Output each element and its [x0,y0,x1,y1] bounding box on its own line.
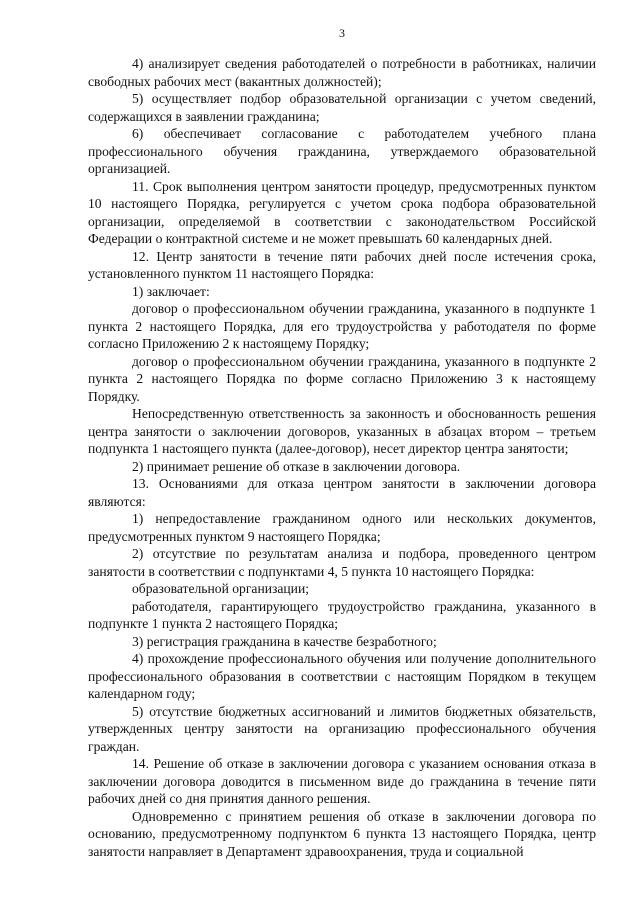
document-body [88,55,596,860]
paragraph: 14. Решение об отказе в заключении договора с указанием основания отказа в заключении договора доводится в письменном виде до гражданина в течение пяти рабочих дней со дня принятия данного решения. [88,756,596,806]
paragraph: 5) отсутствие бюджетных ассигнований и лимитов бюджетных обязательств, утвержденных центру занятости на организацию профессионального обучения граждан. [88,703,596,754]
paragraph: договор о профессиональном обучении гражданина, указанного в подпункте 1 пункта 2 настоящего Порядка, для его трудоустройства у работодателя по форме согласно Приложению 2 к настоящему Порядку; [88,301,596,351]
paragraph: 2) отсутствие по результатам анализа и подбора, проведенного центром занятости в соответствии с подпунктами 4, 5 пункта 10 настоящего Порядка: [88,546,596,579]
paragraph: 2) принимает решение об отказе в заключении договора. [132,458,461,474]
paragraph: 6) обеспечивает согласование с работодателем учебного плана профессионального обучения гражданина, утверждаемого образовательной организацией. [88,126,596,176]
paragraph: 13. Основаниями для отказа центром занятости в заключении договора являются: [88,476,596,509]
paragraph: 11. Срок выполнения центром занятости процедур, предусмотренных пунктом 10 настоящего Порядка, регулируется с учетом срока подбора образовательной организации, определяемой в соответствии с законодательством Российской Федерации о контрактной системе и не может превышать 60 календарных дней. [88,178,596,246]
paragraph: договор о профессиональном обучении гражданина, указанного в подпункте 2 пункта 2 настоящего Порядка по форме согласно Приложению 3 к настоящему Порядку. [88,353,596,404]
paragraph: образовательной организации; [132,581,310,596]
paragraph: 3) регистрация гражданина в качестве безработного; [132,633,437,649]
paragraph: 4) прохождение профессионального обучения или получение дополнительного профессионального образования в соответствии с настоящим Порядком в текущем календарном году; [88,651,596,701]
paragraph: 5) осуществляет подбор образовательной организации с учетом сведений, содержащихся в заявлении гражданина; [88,91,596,124]
paragraph: 1) заключает: [132,283,210,299]
paragraph: работодателя, гарантирующего трудоустройство гражданина, указанного в подпункте 1 пункта 2 настоящего Порядка; [88,598,596,631]
paragraph: Одновременно с принятием решения об отказе в заключении договора по основанию, предусмотренному подпунктом 6 пункта 13 настоящего Порядка, центр занятости направляет в Департамент здравоохранения, труда и социальной [88,808,596,859]
paragraph: 4) анализирует сведения работодателей о потребности в работниках, наличии свободных рабочих мест (вакантных должностей); [88,56,596,89]
paragraph: 12. Центр занятости в течение пяти рабочих дней после истечения срока, установленного пунктом 11 настоящего Порядка: [88,248,596,281]
paragraph: Непосредственную ответственность за законность и обоснованность решения центра занятости о заключении договоров, указанных в абзацах втором – третьем подпункта 1 настоящего пункта (далее-договор), несет директор центра занятости; [88,406,596,456]
paragraph: 1) непредоставление гражданином одного или нескольких документов, предусмотренных пунктом 9 настоящего Порядка; [88,511,596,544]
page-number: 3 [339,26,345,40]
